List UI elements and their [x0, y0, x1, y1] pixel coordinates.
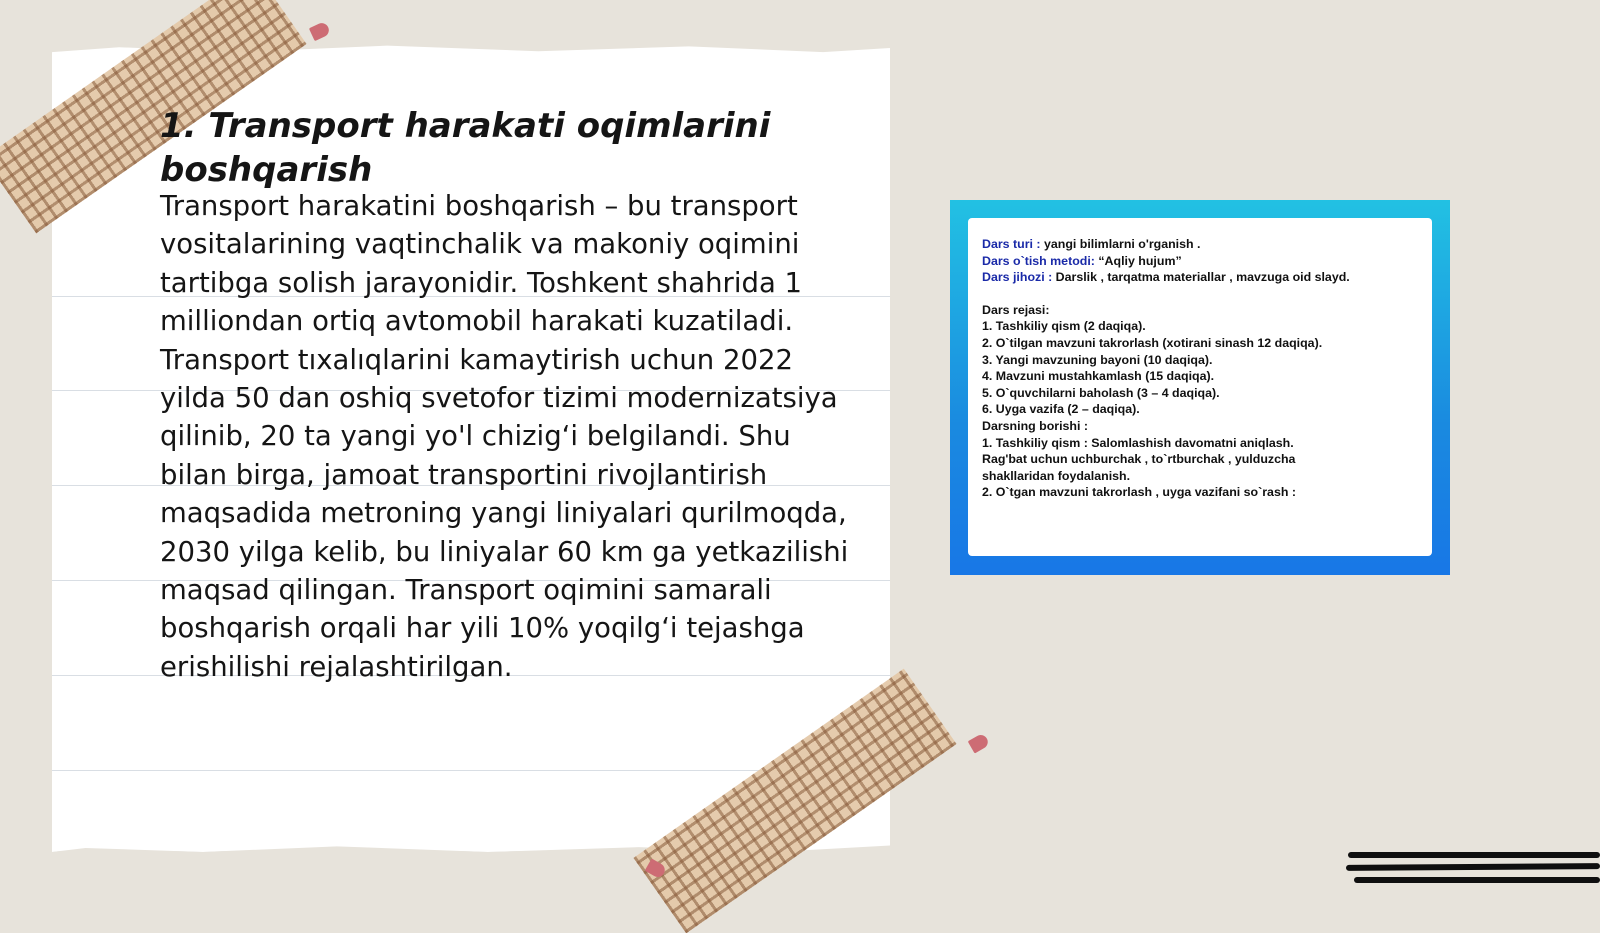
body-paragraph: Transport harakatini boshqarish – bu transport vositalarining vaqtinchalik va makoniy oqimini tartibga solish jarayonidir. Toshkent shahrida 1 milliondan ortiq avtomobil harakati kuzatiladi. Transport tıxalıqlarini kamaytirish uchun 2022 yilda 50 dan oshiq svetofor tizimi modernizatsiya qilinib, 20 ta yangi yo'l chizig‘i belgilandi. Shu bilan birga, jamoat transportini rivojlantirish maqsadida metroning yangi liniyalari qurilmoqda, 2030 yilga kelib, bu liniyalar 60 km ga yetkazilishi maqsad qilingan. Transport oqimini samarali boshqarish orqali har yili 10% yoqilg‘i tejashga erishilishi rejalashtirilgan. — [160, 190, 849, 683]
brush-stroke — [1348, 852, 1600, 858]
line-gap — [982, 286, 1432, 302]
info-separator: : — [1044, 270, 1056, 285]
plan-item: 2. O`tilgan mavzuni takrorlash (xotirani sinash 12 daqiqa). — [982, 335, 1323, 350]
lesson-info-line — [982, 236, 1432, 253]
plan-item: 5. O`quvchilarni baholash (3 – 4 daqiqa). — [982, 385, 1220, 400]
info-key: Dars turi — [982, 237, 1033, 251]
lesson-info-line — [982, 269, 1432, 286]
page-title: 1. Transport harakati oqimlarini boshqarish — [160, 106, 771, 190]
info-value: “Aqliy hujum” — [1098, 253, 1182, 268]
plan-heading: Dars rejasi: — [982, 302, 1050, 317]
tape-tip-decoration — [968, 732, 991, 753]
brush-stroke — [1354, 877, 1600, 883]
plan-item: 4. Mavzuni mustahkamlash (15 daqiqa). — [982, 369, 1215, 384]
info-value: yangi bilimlarni o'rganish . — [1043, 237, 1201, 251]
tape-tip-decoration — [309, 21, 331, 41]
info-value: Darslik , tarqatma materiallar , mavzuga oid slayd. — [1055, 270, 1350, 285]
info-key: Dars o`tish metodi — [982, 253, 1091, 268]
progress-item: Rag'bat uchun uchburchak , to`rtburchak , yulduzcha — [982, 452, 1296, 467]
info-separator: : — [1090, 253, 1099, 268]
info-separator: : — [1032, 237, 1044, 251]
brush-stroke — [1346, 863, 1600, 871]
plan-item: 6. Uyga vazifa (2 – daqiqa). — [982, 402, 1140, 417]
lesson-info-line — [982, 253, 1432, 270]
plan-item: 3. Yangi mavzuning bayoni (10 daqiqa). — [982, 352, 1213, 367]
info-key: Dars jihozi — [982, 270, 1045, 285]
lesson-slide-card — [968, 218, 1432, 556]
progress-item: 1. Tashkiliy qism : Salomlashish davomatni aniqlash. — [982, 435, 1294, 450]
lesson-slide-image — [950, 200, 1450, 575]
progress-item: 2. O`tgan mavzuni takrorlash , uyga vazifani so`rash : — [982, 485, 1296, 500]
progress-heading: Darsning borishi : — [982, 418, 1089, 433]
progress-item: shakllaridan foydalanish. — [982, 468, 1131, 483]
plan-item: 1. Tashkiliy qism (2 daqiqa). — [982, 319, 1146, 334]
lesson-plan-text — [968, 218, 1432, 501]
